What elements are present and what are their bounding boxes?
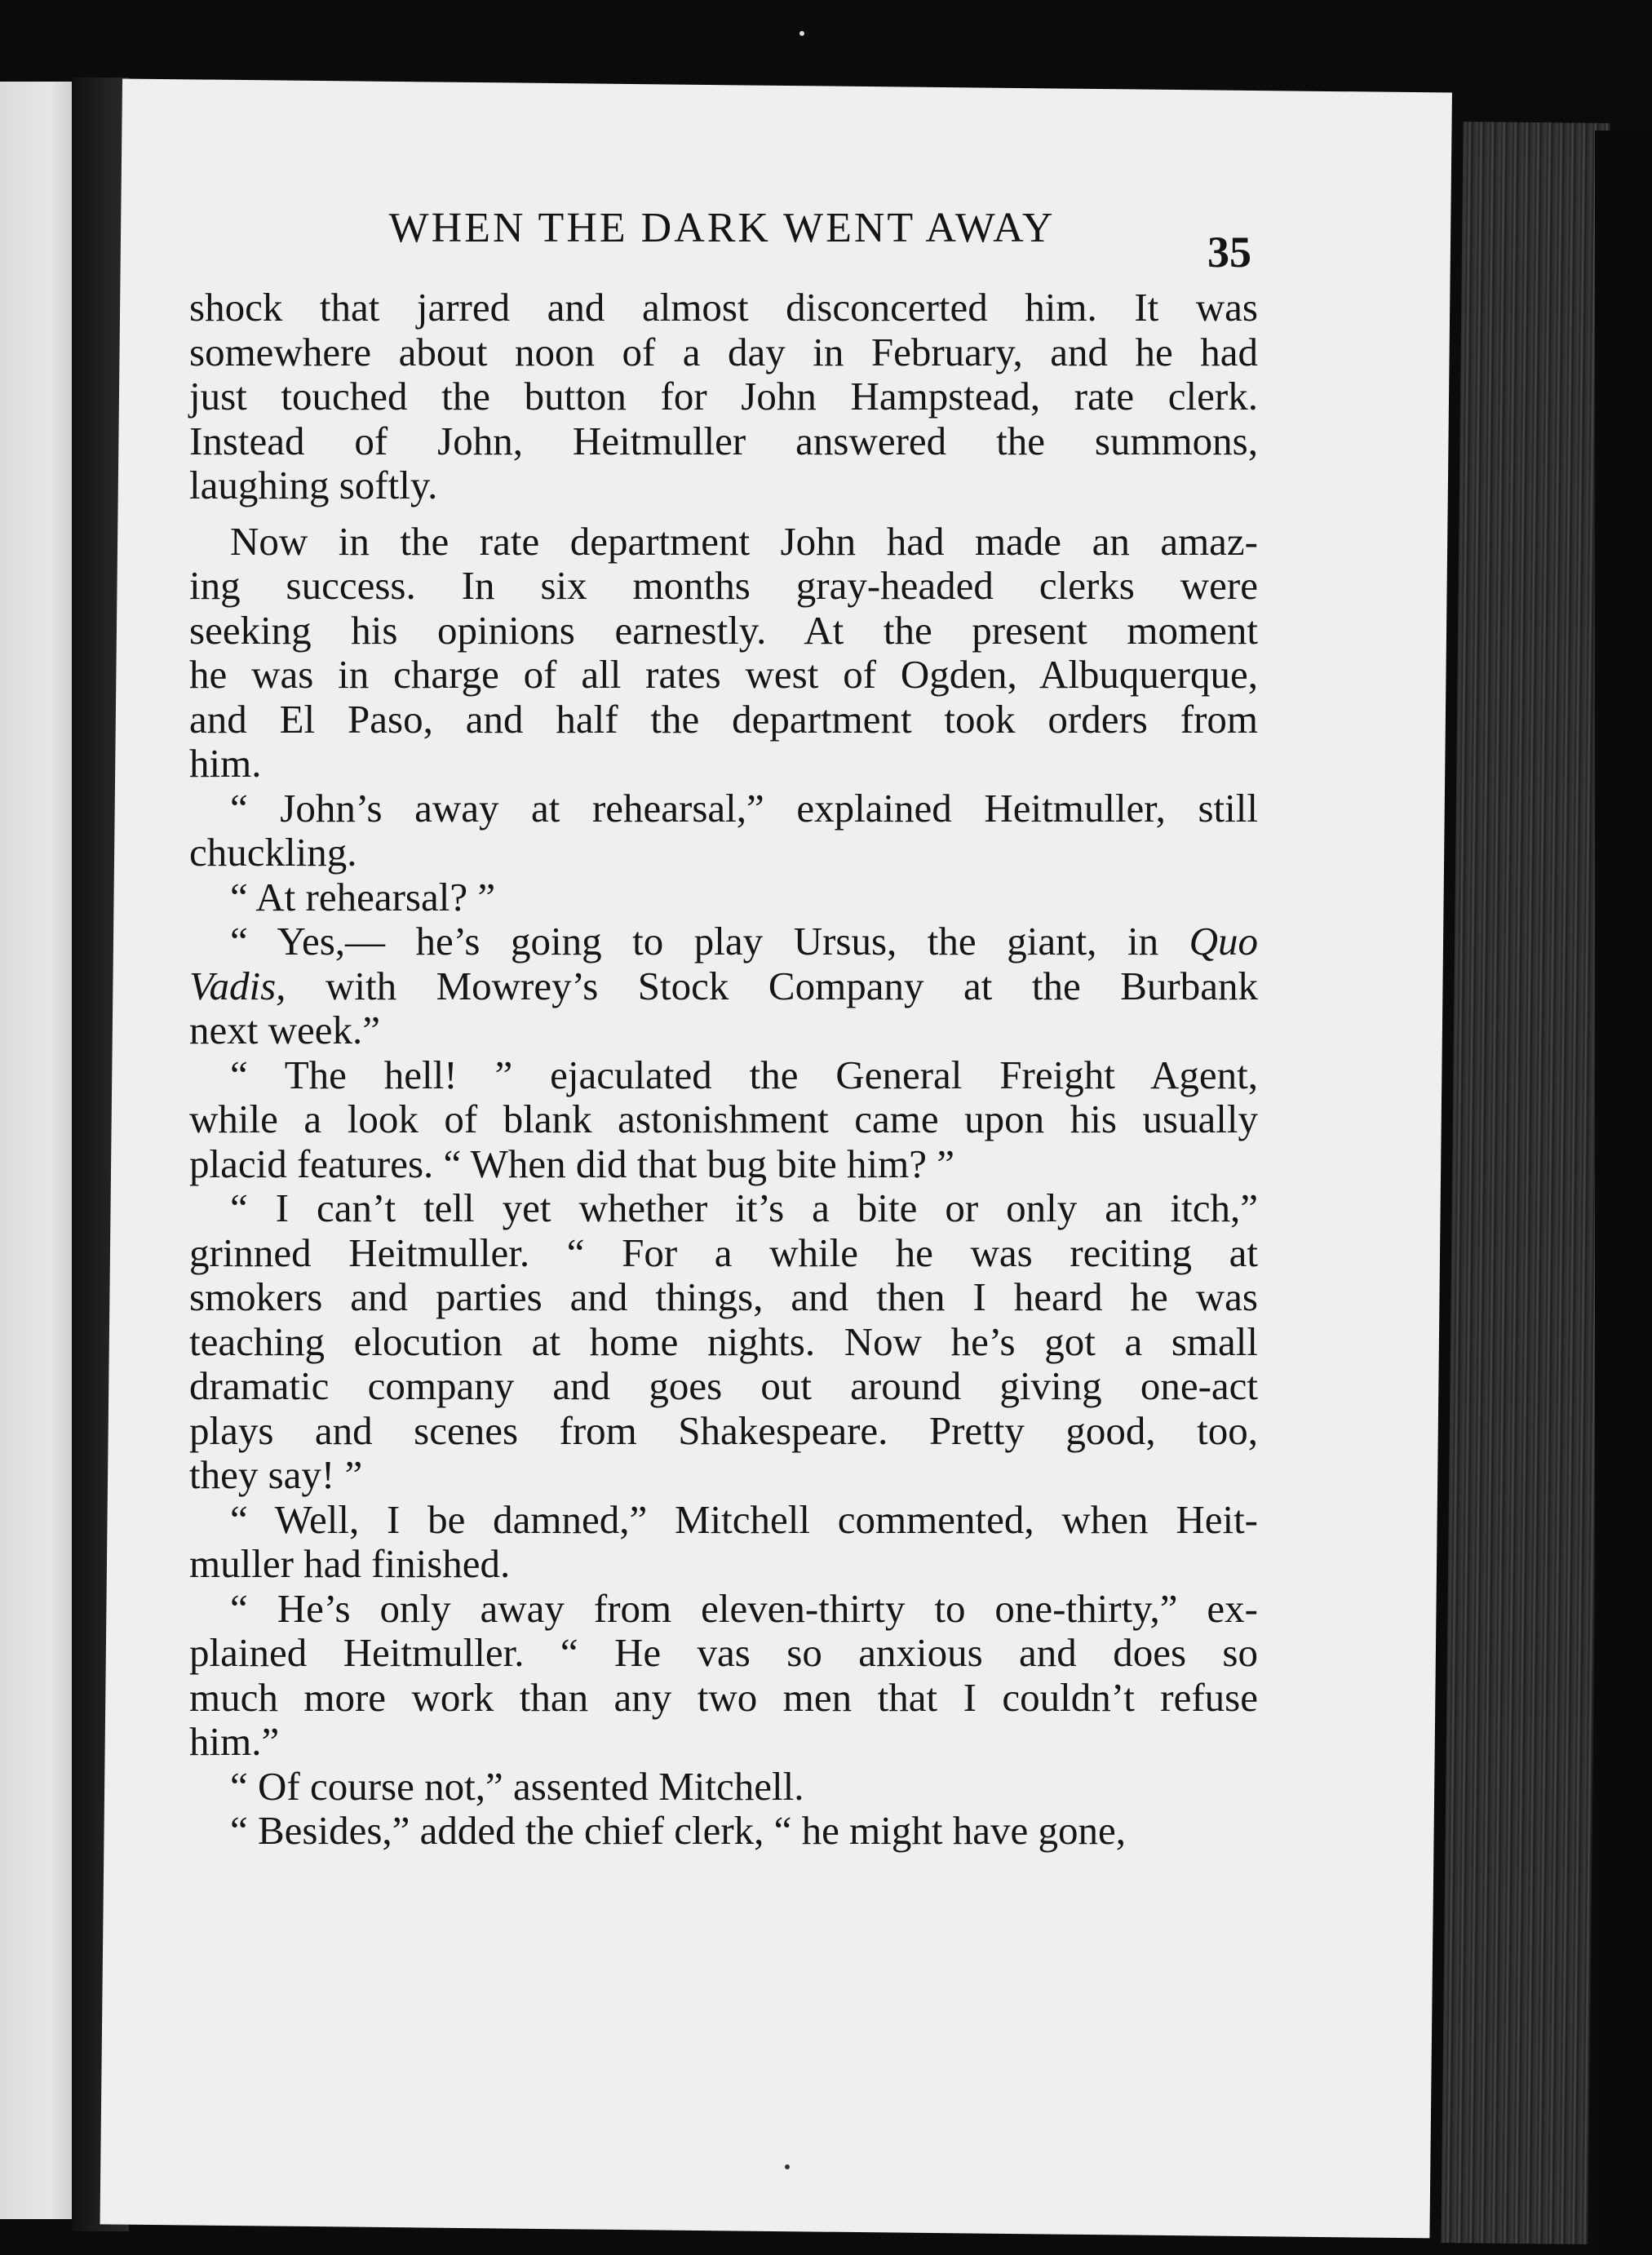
text-line: Instead of John, Heitmuller answered the summons, [189,418,1258,463]
text-line: “ Yes,— he’s going to play Ursus, the giant, in Quo [230,919,1258,964]
text-line: seeking his opinions earnestly. At the present moment [189,607,1258,653]
page-block-edges [1441,122,1610,2244]
text-line: they say! ” [189,1452,363,1497]
background-shadow [1595,131,1652,2255]
running-head: WHEN THE DARK WENT AWAY [388,205,1056,251]
text-line: placid features. “ When did that bug bite him? ” [189,1141,954,1186]
text-line: dramatic company and goes out around giving one-act [189,1363,1258,1408]
text-line: “ Of course not,” assented Mitchell. [230,1763,804,1809]
text-line: laughing softly. [189,463,438,507]
text-line: while a look of blank astonishment came upon his usually [189,1096,1258,1141]
text-line: just touched the button for John Hampstead, rate clerk. [189,374,1258,419]
facing-page-edge [0,82,72,2219]
text-line: “ I can’t tell yet whether it’s a bite or only an itch,” [230,1185,1258,1230]
text-line: and El Paso, and half the department took orders from [189,696,1258,742]
text-line: “ Besides,” added the chief clerk, “ he might have gone, [230,1808,1126,1853]
text-line: Now in the rate department John had made an amaz- [230,518,1258,564]
speck [785,2164,790,2169]
text-line: “ He’s only away from eleven-thirty to one-thirty,” ex- [230,1585,1258,1631]
body-text [189,286,1258,1854]
page-number: 35 [1207,228,1251,277]
text-line: somewhere about noon of a day in February, and he had [189,329,1258,374]
text-line: him.” [189,1719,280,1764]
text-line: “ John’s away at rehearsal,” explained Heitmuller, still [230,785,1258,831]
text-line: chuckling. [189,830,357,875]
text-line: grinned Heitmuller. “ For a while he was reciting at [189,1229,1258,1275]
text-line: much more work than any two men that I couldn’t refuse [189,1674,1258,1720]
speck [799,31,804,36]
text-line: him. [189,741,262,786]
text-line: he was in charge of all rates west of Ogden, Albuquerque, [189,652,1258,697]
text-line: Vadis, with Mowrey’s Stock Company at the Burbank [189,963,1258,1008]
text-line: “ Well, I be damned,” Mitchell commented, when Heit- [230,1496,1258,1542]
text-line: ing success. In six months gray-headed clerks were [189,563,1258,608]
text-line: smokers and parties and things, and then I heard he was [189,1274,1258,1319]
text-line: shock that jarred and almost disconcerted him. It was [189,285,1258,330]
text-line: plained Heitmuller. “ He vas so anxious and does so [189,1630,1258,1675]
text-line: “ The hell! ” ejaculated the General Freight Agent, [230,1052,1258,1097]
text-line: next week.” [189,1008,380,1052]
text-line: muller had finished. [189,1541,511,1586]
text-line: plays and scenes from Shakespeare. Pretty good, too, [189,1407,1258,1453]
text-line: teaching elocution at home nights. Now he’s got a small [189,1318,1258,1364]
text-line: “ At rehearsal? ” [230,874,496,919]
